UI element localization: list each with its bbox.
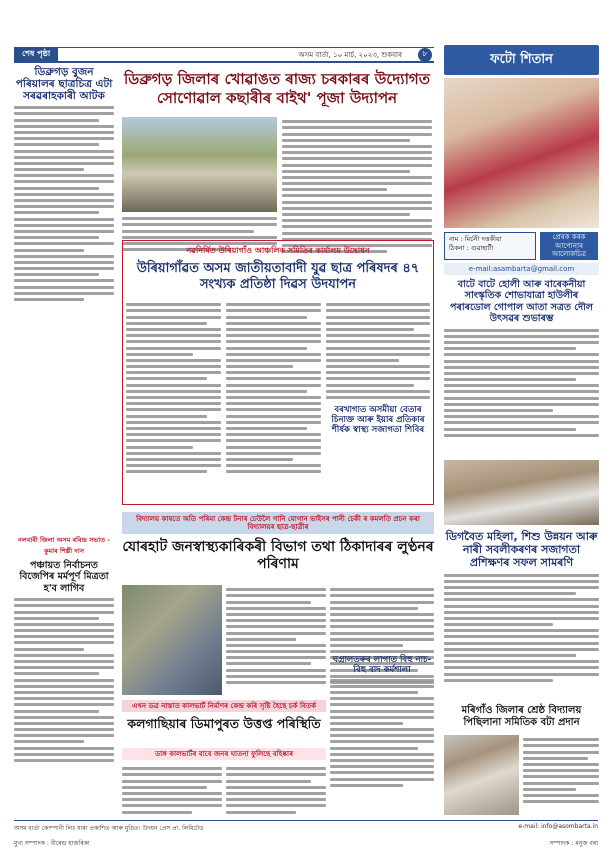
left-story-2-kicker: নলবাৰী জিলা অসম ৰবিন্দ্ৰ সভাত - কুমাৰ শিল্পী দাস	[18, 536, 110, 555]
right-story-3-body	[523, 735, 599, 806]
banner-story-col-2	[226, 300, 321, 476]
page-footer	[14, 820, 598, 851]
main-story-body	[282, 117, 432, 256]
featured-photo	[444, 78, 599, 228]
kamrup-story-kicker: বিদ্যালয় কাষতে অতি পৰিমা কেন্দ্ৰ টনাৰ ঢেউলৈ গানি যোগান ভাইসৰ পানী চেকী ৰ কমলতি প্ৰচন কৰা বিদ্যালয়ৰ ছাত্ৰ-ছাত্ৰীৰ	[122, 512, 434, 534]
main-story	[122, 70, 432, 108]
kamrup-story-headline: যোৰহাট জনস্বাস্থ্যকাৰিকৰী বিভাগ তথা ঠিকাদাৰৰ লুণ্ঠনৰ পৰিণাম	[122, 539, 434, 572]
section-tab[interactable]: শেষ পৃষ্ঠা	[14, 48, 58, 61]
right-story-1	[444, 279, 599, 440]
right-story-1-headline: বাটে বাটে হোলী আৰু বাৰেকনীয়া সাংস্কৃতিক শোভাযাত্ৰা হাউলীৰ পৰাৰডোল গোপাল আতা সত্ৰত দৌল উৎসৱৰ শুভাৰম্ভ	[450, 279, 593, 325]
bottom-story-sub: ডাঙ্গ কালভাৰ্টৰ বাবে জনৰ ঘাতনা ফুলিছে বহিষ্কাৰ	[122, 748, 326, 760]
bottom-story-headline: কলগাছিয়াৰ ডিমাপুৰত উত্তপ্ত পৰিস্থিতি	[127, 716, 321, 731]
right-story-3-headline: মৰিগাঁও জিলাৰ শ্ৰেষ্ঠ বিদ্যালয় পিছিলানা সমিতিক বটা প্ৰদান	[461, 705, 582, 728]
banner-story	[126, 245, 430, 292]
photo-address-label: ঠিকনা : গুৱাহাটী	[449, 244, 494, 253]
page-header	[14, 47, 434, 63]
mid-story	[326, 405, 430, 436]
bottom-story	[122, 716, 326, 731]
footer-editor: সম্পাদক : মনুজ বৰা	[549, 840, 598, 847]
mid-story-2-headline: ঘগ্ৰালতৰুৰ লাগাত বিহু নাচ-বিহু বাদ কৰ্মশালা	[332, 655, 432, 676]
main-story-headline: ডিব্ৰুগড় জিলাৰ খোৱাঙত ৰাজ্য চৰকাৰৰ উদ্যোগত সোণোৱাল কছাৰীৰ বাইথ' পূজা উদ্যাপন	[123, 70, 431, 107]
mid-story-2	[330, 655, 434, 790]
left-story	[14, 66, 114, 304]
right-story-3-photo	[444, 735, 519, 815]
banner-story-headline: উৰিয়াগাঁৱত অসম জাতীয়তাবাদী যুৱ ছাত্ৰ পৰিষদৰ ৪৭ সংখ্যক প্ৰতিষ্ঠা দিৱস উদযাপন	[136, 261, 420, 292]
right-story-2-headline: ডিগবৈত মহিলা, শিশু উন্নয়ন আৰু নাৰী সবলীকৰণৰ সজাগতা প্ৰশিক্ষণৰ সফল সামৰণি	[445, 530, 598, 570]
kamrup-story	[122, 539, 434, 573]
photo-name-label: নাম : মিৰ্চনী দত্তকীয়া	[449, 235, 502, 243]
bottom-story-col-2	[226, 764, 326, 817]
bottom-story-col-1	[122, 764, 222, 817]
banner-story-col-3	[326, 300, 430, 402]
bottom-story-kicker: এখন ডত্ৰ নাস্তাত কালভাৰ্ট নিৰ্মাণৰ কেন্দ্ৰ কৰি সৃষ্টি হৈছে চৰ্ক বিতৰ্ক	[122, 700, 326, 712]
main-story-photo	[122, 117, 277, 212]
right-story-1-photo	[444, 460, 599, 525]
right-story-3	[444, 705, 599, 729]
kamrup-story-col-1	[226, 585, 326, 687]
issue-date: অসম বাৰ্তা, ১০ মাৰ্চ, ২০২৩, শুকবাৰ	[298, 50, 402, 59]
banner-story-col-1	[126, 300, 221, 476]
banner-story-kicker: নৱনিৰ্মিত উৰিয়াগাঁও আঞ্চলিক সমিতিৰ কাৰ্যালয় উদ্বোধন	[186, 246, 370, 255]
photo-email[interactable]: e-mail:asambarta@gmail.com	[444, 263, 599, 275]
photo-submit-tag: প্ৰেৰক কৰক আপোনাৰ আলোকচিত্ৰ	[540, 232, 598, 260]
mid-story-headline: বৰখাগাত অসমীয়া বেতাৰ চিনাক্ত আৰু ইয়াৰ প্ৰতিকাৰ শীৰ্ষক স্বাস্থ্য সজাগতা শিবিৰ	[331, 405, 425, 436]
footer-chief-editor: মুখ্য সম্পাদক : বীৰেন্দ্ৰ হাজৰিকা	[14, 840, 90, 847]
left-story-body	[14, 106, 114, 301]
left-story-2	[14, 535, 114, 765]
photo-info-card	[444, 232, 536, 260]
right-story-2	[444, 530, 599, 685]
footer-publisher: অসম বাৰ্তা কোম্পানী লিঃ যাৰা প্ৰকাশিত আৰু মুদ্ৰিত। উদয়ন প্ৰেস প্ৰা. লিমিটেড	[14, 825, 204, 832]
kamrup-story-photo	[122, 585, 222, 695]
photo-section-title: ফটো শিতান	[444, 45, 599, 75]
footer-email[interactable]: e-mail: info@asombarta.in	[518, 823, 598, 830]
left-story-headline: ডিব্ৰুগড় বুজন পৰিয়ালৰ ছাত্ৰচিত্ৰ এটা সৰৱৰাহকাৰী আটক	[15, 66, 113, 103]
left-story-2-headline: পঞ্চায়ত নিৰ্বাচনত বিজেপিৰ মৰ্মপূৰ্ণ মিত্ৰতা হ'ব লাগিব	[19, 560, 109, 594]
page-number: ৮	[418, 48, 432, 62]
